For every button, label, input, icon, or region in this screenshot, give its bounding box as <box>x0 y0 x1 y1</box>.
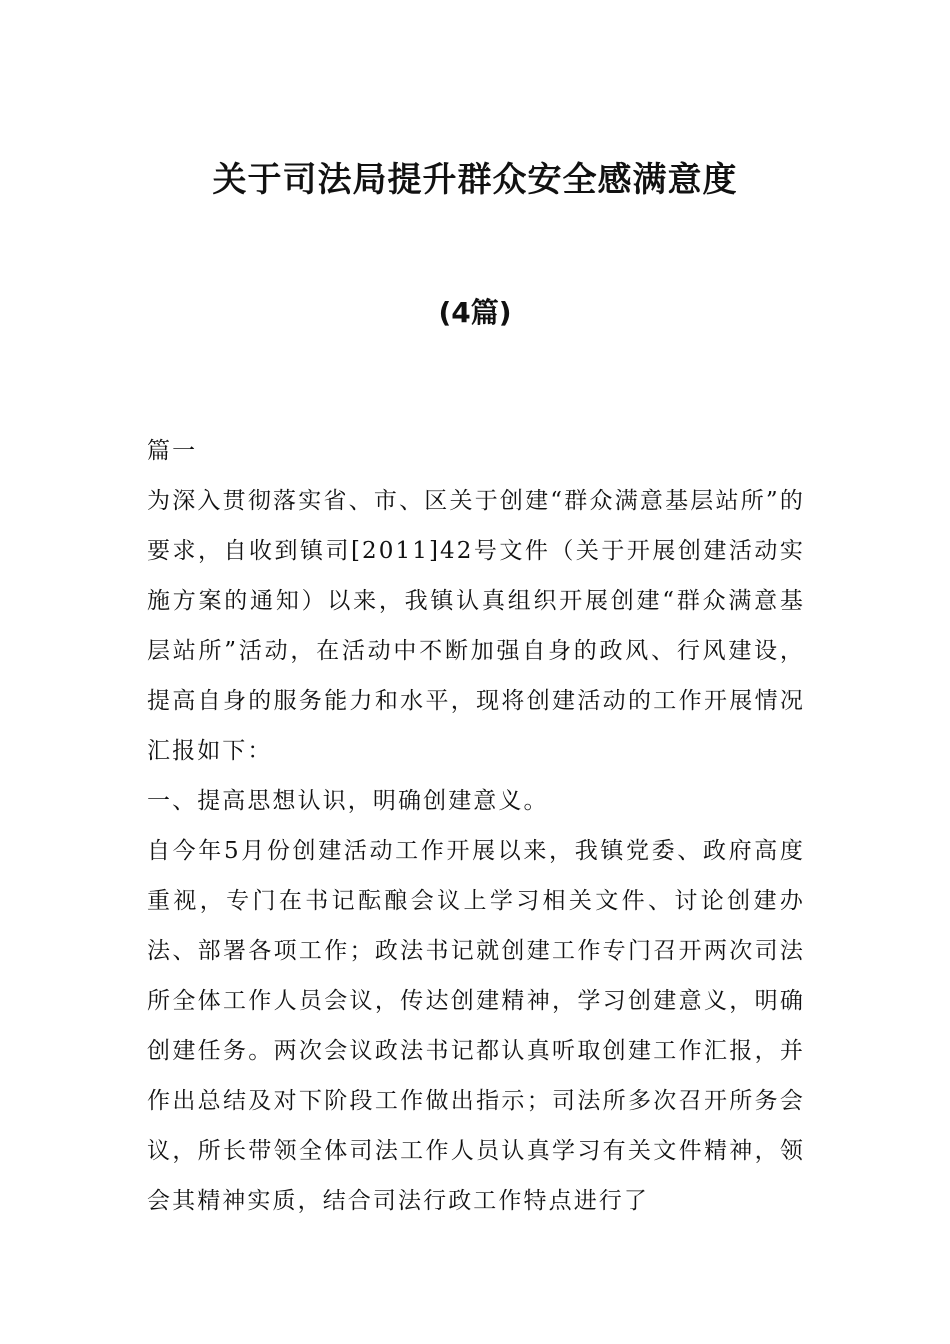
document-body <box>147 426 805 1226</box>
paragraph-intro: 为深入贯彻落实省、市、区关于创建“群众满意基层站所”的要求，自收到镇司[2011]42号文件（关于开展创建活动实施方案的通知）以来，我镇认真组织开展创建“群众满意基层站所”活动，在活动中不断加强自身的政风、行风建设，提高自身的服务能力和水平，现将创建活动的工作开展情况汇报如下： <box>147 488 805 764</box>
document-subtitle: (4篇) <box>438 296 512 329</box>
section-label: 篇一 <box>147 438 198 464</box>
document-title: 关于司法局提升群众安全感满意度 <box>212 160 738 200</box>
paragraph-body: 自今年5月份创建活动工作开展以来，我镇党委、政府高度重视，专门在书记酝酿会议上学习相关文件、讨论创建办法、部署各项工作；政法书记就创建工作专门召开两次司法所全体工作人员会议，传达创建精神，学习创建意义，明确创建任务。两次会议政法书记都认真听取创建工作汇报，并作出总结及对下阶段工作做出指示；司法所多次召开所务会议，所长带领全体司法工作人员认真学习有关文件精神，领会其精神实质，结合司法行政工作特点进行了 <box>147 838 805 1214</box>
section-heading: 一、提高思想认识，明确创建意义。 <box>147 788 549 814</box>
